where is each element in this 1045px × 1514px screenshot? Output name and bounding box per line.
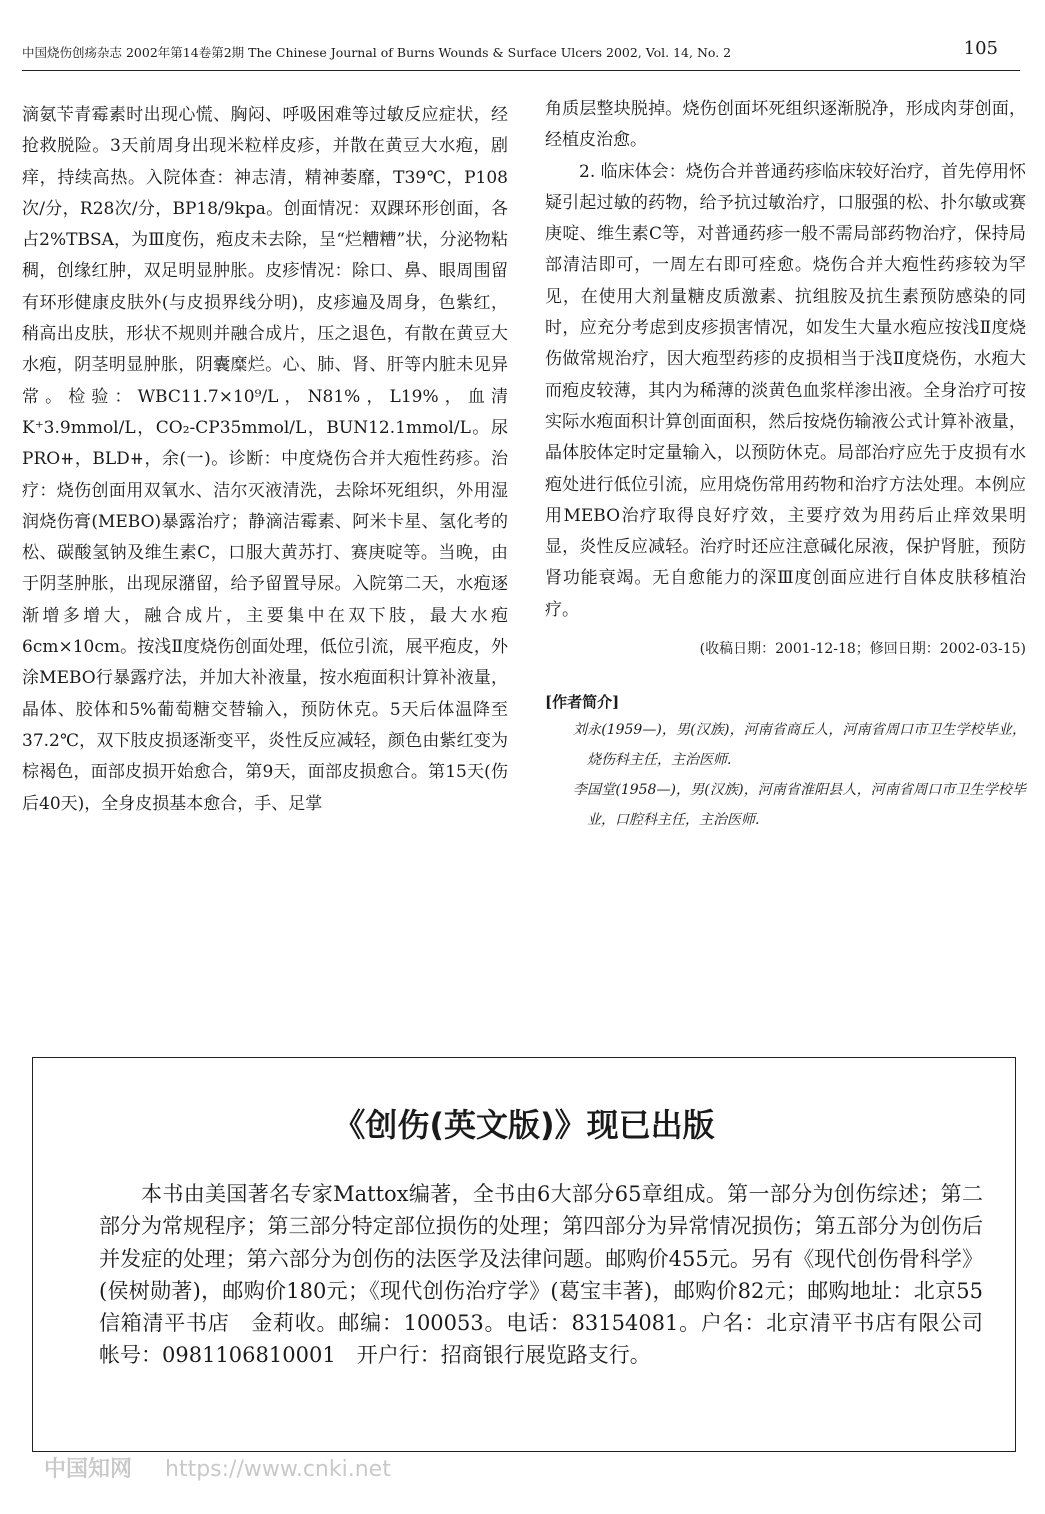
- cnki-url: https://www.cnki.net: [165, 1457, 391, 1482]
- cnki-logo-text: 中国知网: [44, 1457, 133, 1482]
- announcement-title: 《创伤(英文版)》现已出版: [333, 1106, 715, 1144]
- case-report-paragraph: 滴氨苄青霉素时出现心慌、胸闷、呼吸困难等过敏反应症状，经抢救脱险。3天前周身出现米粒样皮疹，并散在黄豆大水疱，剧痒，持续高热。入院体查：神志清，精神萎靡，T39℃，P108次/分，R28次/分，BP18/9kpa。创面情况：双踝环形创面，各占2%TBSA，为Ⅲ度伤，疱皮未去除，呈“烂糟糟”状，分泌物粘稠，创缘红肿，双足明显肿胀。皮疹情况：除口、鼻、眼周围留有环形健康皮肤外(与皮损界线分明)，皮疹遍及周身，色紫红，稍高出皮肤，形状不规则并融合成片，压之退色，有散在黄豆大水疱，阴茎明显肿胀，阴囊糜烂。心、肺、肾、肝等内脏未见异常。检验：WBC11.7×10⁹/L，N81%，L19%，血清K⁺3.9mmol/L，CO₂-CP35mmol/L，BUN12.1mmol/L。尿PRO⧺，BLD⧺，余(一)。诊断：中度烧伤合并大疱性药疹。治疗：烧伤创面用双氧水、洁尔灭液清洗，去除坏死组织，外用湿润烧伤膏(MEBO)暴露治疗；静滴洁霉素、阿米卡星、氢化考的松、碳酸氢钠及维生素C，口服大黄苏打、赛庚啶等。当晚，由于阴茎肿胀，出现尿潴留，给予留置导尿。入院第二天，水疱逐渐增多增大，融合成片，主要集中在双下肢，最大水疱6cm×10cm。按浅Ⅱ度烧伤创面处理，低位引流，展平疱皮，外涂MEBO行暴露疗法，并加大补液量，按水疱面积计算补液量，晶体、胶体和5%葡萄糖交替输入，预防休克。5天后体温降至37.2℃，双下肢皮损逐渐变平，炎性反应减轻，颜色由紫红变为棕褐色，面部皮损开始愈合，第9天，面部皮损愈合。第15天(伤后40天)，全身皮损基本愈合，手、足掌: [22, 105, 508, 814]
- page-number: 105: [963, 38, 998, 59]
- case-report-continuation: 角质层整块脱掉。烧伤创面坏死组织逐渐脱净，形成肉芽创面，经植皮治愈。: [545, 99, 1026, 151]
- author-bio-2: 李国堂(1958—)，男(汉族)，河南省淮阳县人，河南省周口市卫生学校毕业，口腔科主任，主治医师.: [573, 782, 1026, 829]
- right-column: [545, 94, 1026, 835]
- cnki-watermark: [44, 1453, 544, 1487]
- author-bio-1: 刘永(1959—)，男(汉族)，河南省商丘人，河南省周口市卫生学校毕业，烧伤科主任，主治医师.: [573, 722, 1026, 769]
- left-column: [22, 100, 508, 820]
- announcement-body: 本书由美国著名专家Mattox编著，全书由6大部分65章组成。第一部分为创伤综述；第二部分为常规程序；第三部分特定部位损伤的处理；第四部分为异常情况损伤；第五部分为创伤后并发症的处理；第六部分为创伤的法医学及法律问题。邮购价455元。另有《现代创伤骨科学》(侯树勋著)，邮购价180元；《现代创伤治疗学》(葛宝丰著)，邮购价82元；邮购地址：北京55信箱清平书店 金莉收。邮编：100053。电话：83154081。户名：北京清平书店有限公司 帐号：0981106810001 开户行：招商银行展览路支行。: [99, 1182, 1004, 1368]
- author-bio-heading: [作者简介]: [545, 693, 620, 712]
- journal-citation: 中国烧伤创疡杂志 2002年第14卷第2期 The Chinese Journal of Burns Wounds & Surface Ulcers 2002, Vol. 14, No. 2: [22, 45, 732, 60]
- book-announcement-box: [32, 1057, 1016, 1452]
- clinical-experience-paragraph: 2. 临床体会：烧伤合并普通药疹临床较好治疗，首先停用怀疑引起过敏的药物，给予抗过敏治疗，口服强的松、扑尔敏或赛庚啶、维生素C等，对普通药疹一般不需局部药物治疗，保持局部清洁即可，一周左右即可痊愈。烧伤合并大疱性药疹较为罕见，在使用大剂量糖皮质激素、抗组胺及抗生素预防感染的同时，应充分考虑到皮疹损害情况，如发生大量水疱应按浅Ⅱ度烧伤做常规治疗，因大疱型药疹的皮损相当于浅Ⅱ度烧伤，水疱大而疱皮较薄，其内为稀薄的淡黄色血浆样渗出液。全身治疗可按实际水疱面积计算创面面积，然后按烧伤输液公式计算补液量，晶体胶体定时定量输入，以预防休克。局部治疗应先于皮损有水疱处进行低位引流，应用烧伤常用药物和治疗方法处理。本例应用MEBO治疗取得良好疗效，主要疗效为用药后止痒效果明显，炎性反应减轻。治疗时还应注意碱化尿液，保护肾脏，预防肾功能衰竭。无自愈能力的深Ⅲ度创面应进行自体皮肤移植治疗。: [545, 161, 1026, 620]
- running-header: [22, 40, 1020, 71]
- received-dates: (收稿日期：2001-12-18；修回日期：2002-03-15): [699, 641, 1026, 658]
